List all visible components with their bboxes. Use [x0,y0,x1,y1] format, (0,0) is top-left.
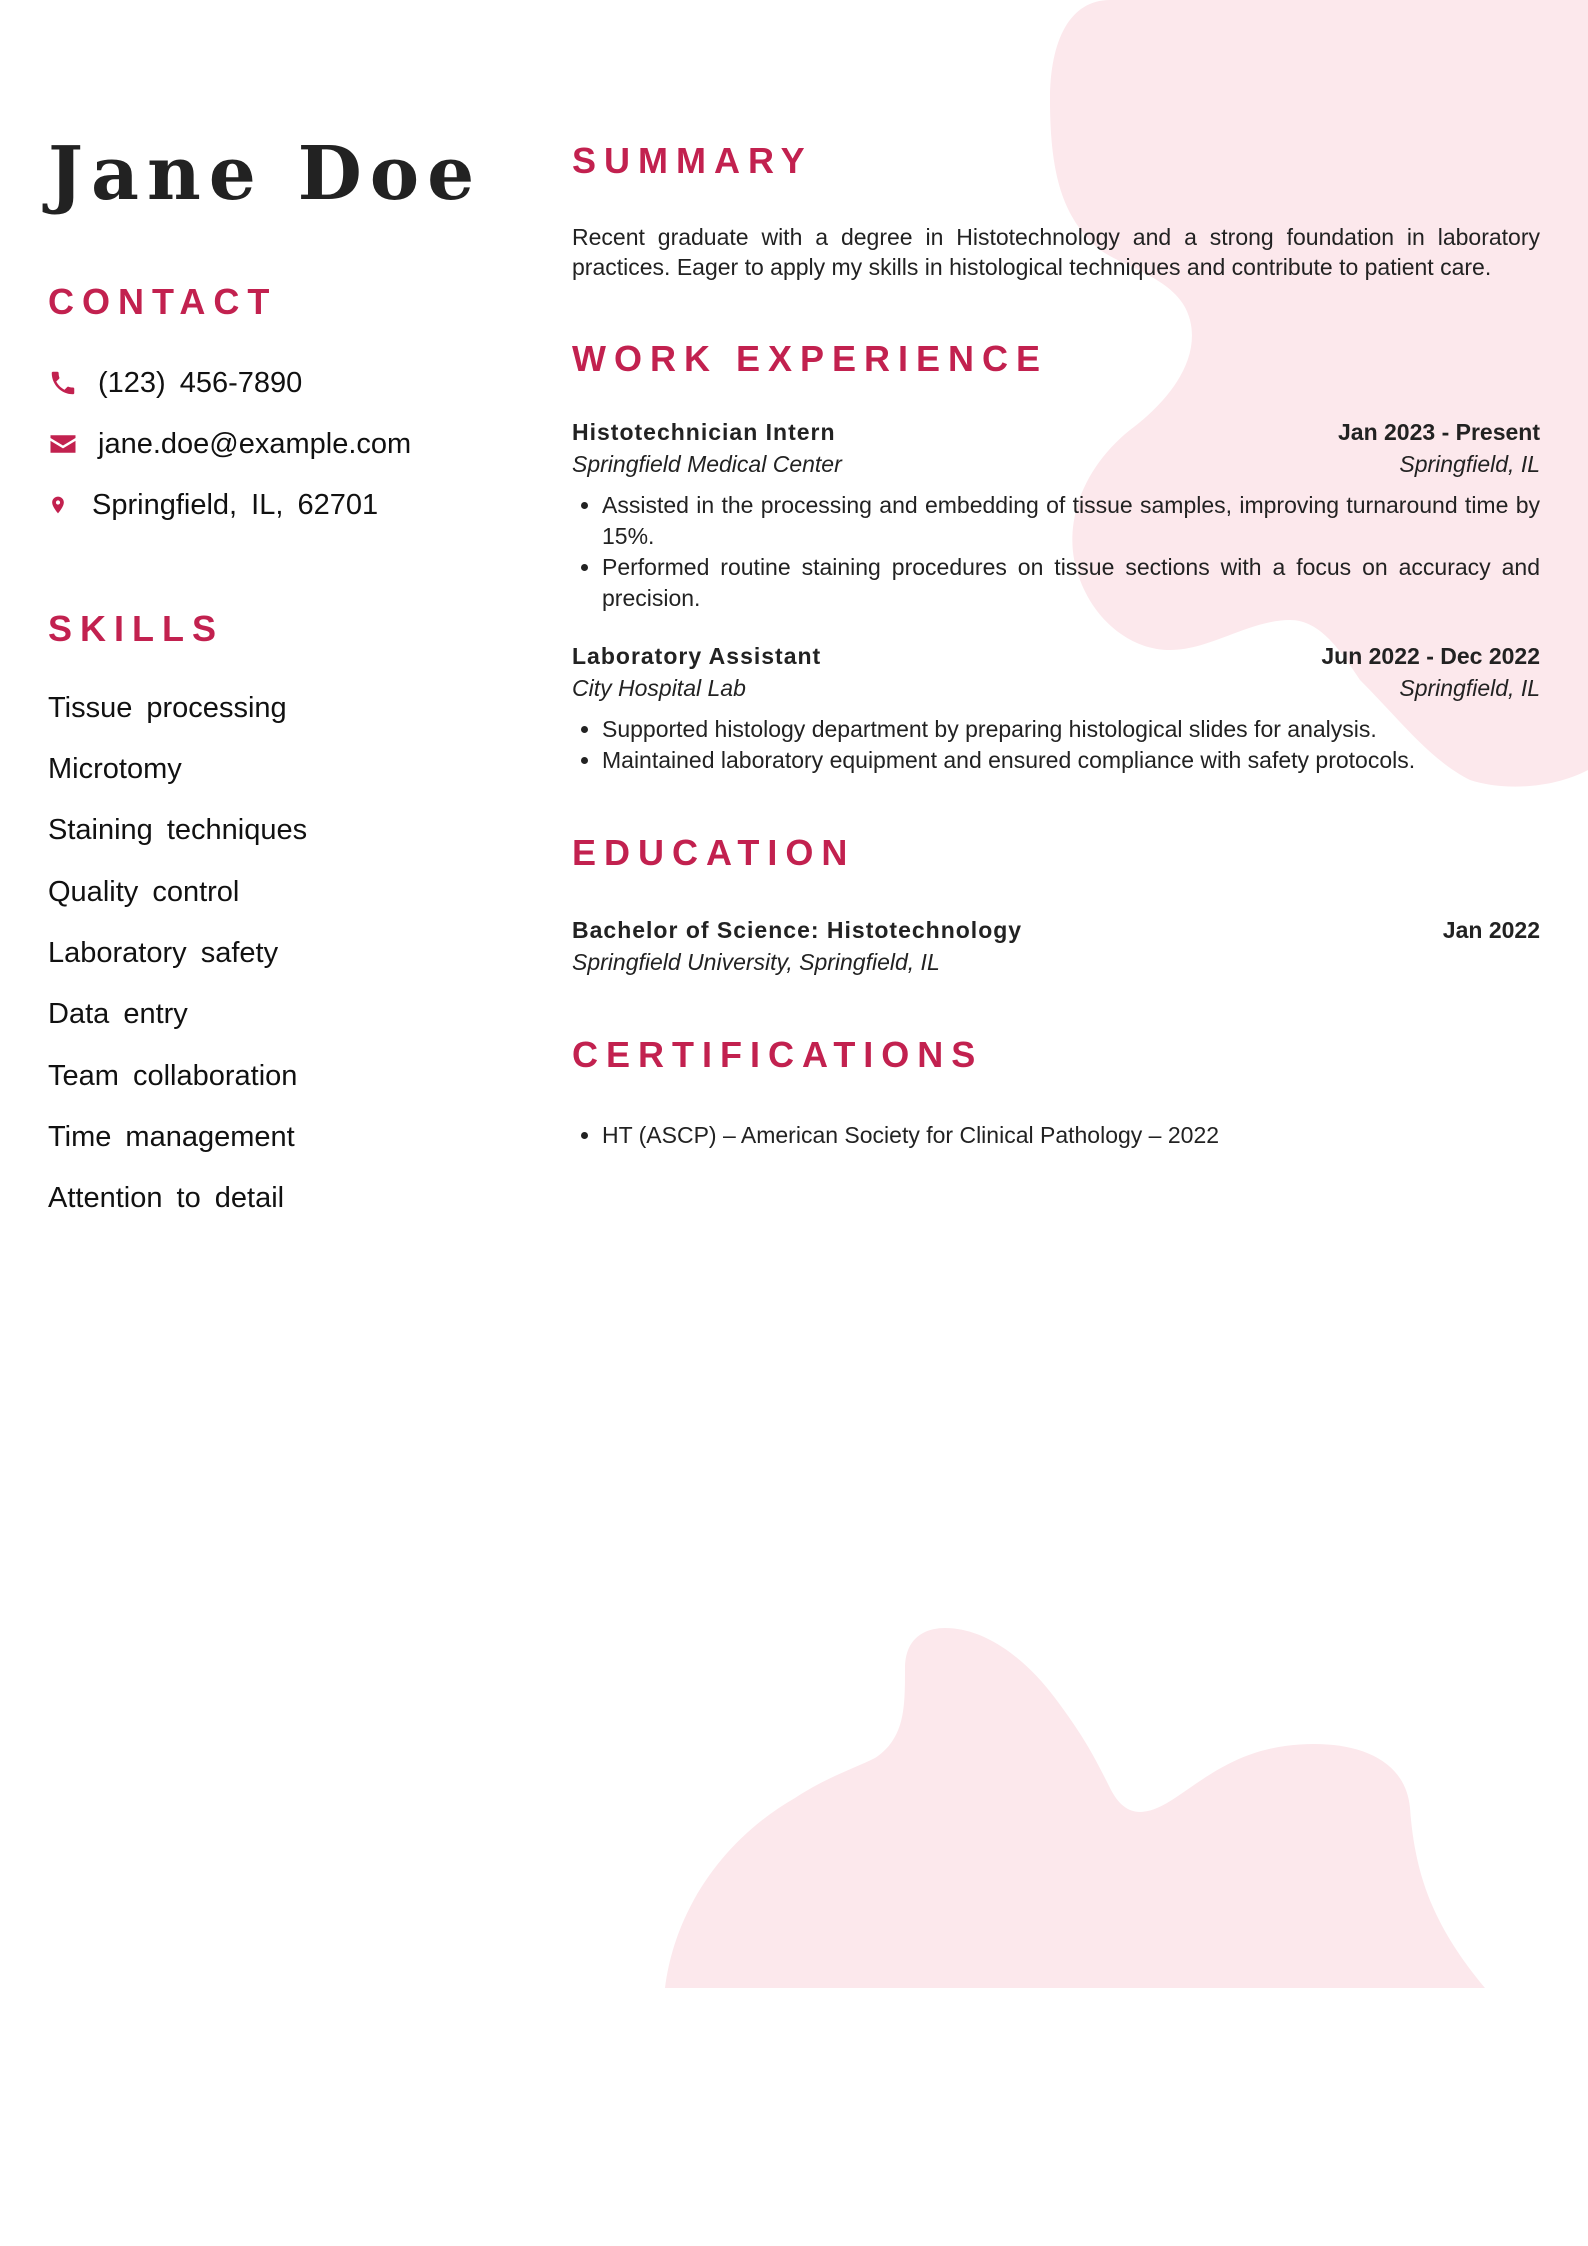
candidate-name: Jane Doe [48,131,483,217]
email-icon [48,429,78,459]
job-location: Springfield, IL [1399,675,1540,701]
job-bullets [572,714,1540,776]
job-organization: Springfield Medical Center [572,451,842,477]
skill-item: Quality control [48,875,240,908]
contact-location [48,475,518,536]
contact-phone-text: (123) 456-7890 [98,366,303,399]
skill-item: Microtomy [48,753,182,786]
job-bullet: • Assisted in the processing and embedding of tissue samples, improving turnaround time by 15%. [602,490,1540,552]
contact-location-text: Springfield, IL, 62701 [92,488,379,521]
location-pin-icon [48,490,68,520]
education-school: Springfield University, Springfield, IL [572,949,940,975]
work-experience-heading: WORK EXPERIENCE [572,338,1049,379]
education-entry [572,914,1540,978]
job-bullet: • Maintained laboratory equipment and ensured compliance with safety protocols. [602,745,1540,776]
decorative-blob-bottom [665,1628,1500,1988]
contact-list [48,353,518,536]
job-dates: Jan 2023 - Present [1337,419,1540,445]
certification-item: • HT (ASCP) – American Society for Clinical Pathology – 2022 [602,1120,1540,1151]
job-bullets [572,490,1540,614]
contact-heading: CONTACT [48,280,278,322]
contact-email-text: jane.doe@example.com [98,427,412,460]
main-column [572,140,1540,1151]
certifications-heading: CERTIFICATIONS [572,1034,984,1075]
skill-item: Data entry [48,998,188,1031]
job-title: Laboratory Assistant [572,643,822,669]
phone-icon [48,368,78,398]
skill-item: Team collaboration [48,1059,298,1092]
contact-email [48,414,518,475]
summary-heading: SUMMARY [572,140,813,181]
summary-text: Recent graduate with a degree in Histotechnology and a strong foundation in laboratory practices. Eager to apply my skills in histological techniques and contribute to patient care. [572,224,1540,280]
left-column [48,130,518,1229]
skill-item: Laboratory safety [48,936,279,969]
job-organization: City Hospital Lab [572,675,746,701]
job-title: Histotechnician Intern [572,419,836,445]
skills-list [48,678,518,1230]
skill-item: Tissue processing [48,691,287,724]
job-bullet: • Performed routine staining procedures on tissue sections with a focus on accuracy and precision. [602,552,1540,614]
contact-phone [48,353,518,414]
education-degree: Bachelor of Science: Histotechnology [572,917,1023,943]
education-heading: EDUCATION [572,832,856,873]
certifications-list [572,1120,1540,1151]
education-date: Jan 2022 [1442,917,1540,943]
job-dates: Jun 2022 - Dec 2022 [1321,643,1540,669]
skills-heading: SKILLS [48,607,225,649]
job-entry [572,416,1540,614]
skill-item: Attention to detail [48,1182,285,1215]
job-bullet: • Supported histology department by preparing histological slides for analysis. [602,714,1540,745]
skill-item: Staining techniques [48,814,308,847]
job-entry [572,640,1540,776]
job-location: Springfield, IL [1399,451,1540,477]
skill-item: Time management [48,1120,295,1153]
